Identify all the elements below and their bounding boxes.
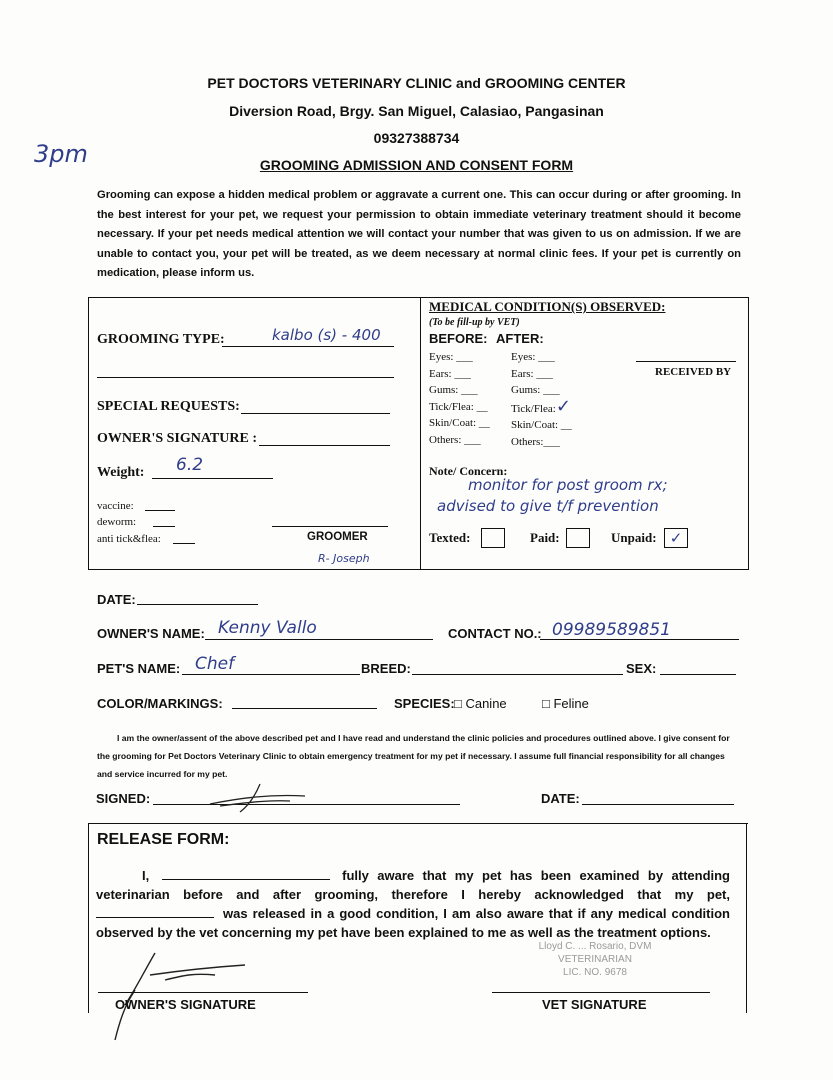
owner-name-label: OWNER'S NAME: bbox=[97, 626, 205, 641]
tick-flea-check-mark: ✓ bbox=[555, 395, 571, 417]
unpaid-label: Unpaid: bbox=[611, 530, 657, 545]
special-requests-label: SPECIAL REQUESTS: bbox=[97, 399, 240, 414]
grooming-type-label: GROOMING TYPE: bbox=[97, 332, 225, 347]
release-text-2: fully aware that my pet has been examined by attending veterinarian before and after grooming, therefore I hereby acknowledged that my pet, bbox=[96, 868, 730, 902]
medical-subtitle: (To be fill-up by VET) bbox=[429, 317, 520, 328]
form-title: GROOMING ADMISSION AND CONSENT FORM bbox=[259, 157, 574, 173]
sex-field[interactable] bbox=[660, 674, 736, 675]
anti-tick-field[interactable] bbox=[173, 543, 195, 544]
signed-label: SIGNED: bbox=[96, 791, 151, 806]
before-label: BEFORE: bbox=[429, 331, 488, 346]
texted-label: Texted: bbox=[429, 530, 471, 545]
after-item: Skin/Coat: __ bbox=[511, 419, 572, 431]
release-pet-field[interactable] bbox=[96, 904, 214, 918]
stamp-line: LIC. NO. 9678 bbox=[563, 967, 627, 978]
release-owner-signature-line[interactable] bbox=[98, 992, 308, 993]
handwritten-time: 3pm bbox=[34, 140, 88, 168]
breed-label: BREED: bbox=[361, 661, 411, 676]
after-item bbox=[511, 395, 572, 418]
color-field[interactable] bbox=[232, 708, 377, 709]
intro-text: Grooming can expose a hidden medical problem or aggravate a current one. This can occur during or after grooming. In the best interest for your pet, we request your permission to obtain immediate veterinary treatment should it become necessary. If your pet needs medical attention we will contact your number that was given to us on admission. If we are unable to contact you, your pet will be treated, as we deem necessary at normal clinic fees. If your pet is currently on medication, please inform us. bbox=[97, 189, 741, 279]
note-label: Note/ Concern: bbox=[429, 464, 508, 478]
release-text bbox=[96, 866, 730, 942]
deworm-field[interactable] bbox=[153, 526, 175, 527]
before-item: Gums: ___ bbox=[429, 384, 478, 396]
release-box-right bbox=[746, 823, 747, 1013]
date-field[interactable] bbox=[137, 604, 258, 605]
note-line-1: monitor for post groom rx; bbox=[468, 476, 668, 494]
weight-field[interactable] bbox=[152, 478, 273, 479]
groomer-label: GROOMER bbox=[307, 531, 368, 543]
after-list bbox=[511, 349, 572, 450]
release-text-3: was released in a good condition, I am also aware that if any medical condition observed by the vet concerning my pet have been explained to me as well as the treatment options. bbox=[96, 906, 730, 940]
unpaid-checkbox[interactable] bbox=[664, 528, 688, 548]
after-item: Gums: ___ bbox=[511, 384, 560, 396]
weight-value: 6.2 bbox=[176, 455, 204, 475]
vaccine-label: vaccine: bbox=[97, 500, 134, 512]
weight-label: Weight: bbox=[97, 465, 145, 480]
vaccine-field[interactable] bbox=[145, 510, 175, 511]
owner-name-value: Kenny Vallo bbox=[218, 618, 317, 638]
deworm-label: deworm: bbox=[97, 516, 137, 528]
clinic-address: Diversion Road, Brgy. San Miguel, Calasiao, Pangasinan bbox=[229, 103, 604, 119]
grooming-box-divider bbox=[420, 297, 421, 570]
species-label: SPECIES: bbox=[394, 696, 455, 711]
release-box-top bbox=[88, 823, 748, 824]
received-by-line[interactable] bbox=[636, 361, 736, 362]
after-label: AFTER: bbox=[496, 331, 544, 346]
contact-value: 09989589851 bbox=[552, 620, 671, 640]
after-item: Ears: ___ bbox=[511, 367, 553, 380]
unpaid-check-mark: ✓ bbox=[669, 529, 683, 547]
medical-title: MEDICAL CONDITION(S) OBSERVED: bbox=[429, 299, 666, 314]
pet-name-label: PET'S NAME: bbox=[97, 661, 181, 676]
release-text-1: I, bbox=[142, 868, 150, 883]
breed-field[interactable] bbox=[412, 674, 623, 675]
after-item: Others:___ bbox=[511, 435, 560, 448]
pet-name-field[interactable] bbox=[182, 674, 360, 675]
grooming-type-field[interactable] bbox=[222, 346, 394, 347]
species-canine-option[interactable]: □ Canine bbox=[454, 696, 507, 711]
before-item: Tick/Flea: __ bbox=[429, 400, 488, 413]
grooming-extra-field[interactable] bbox=[97, 377, 394, 378]
stamp-line: Lloyd C. ... Rosario, DVM bbox=[538, 941, 652, 952]
owner-signature-field[interactable] bbox=[259, 445, 390, 446]
consent-text: I am the owner/assent of the above described pet and I have read and understand the clinic policies and procedures outlined above. I give consent for the grooming for Pet Doctors Veterinary Clinic to obtain emergency treatment for my pet if necessary. I assume full financial responsibility for all changes and service incurred for my pet. bbox=[97, 733, 730, 779]
date-label: DATE: bbox=[97, 592, 136, 607]
species-feline-option[interactable]: □ Feline bbox=[542, 696, 589, 711]
after-item: Eyes: ___ bbox=[511, 351, 555, 363]
color-label: COLOR/MARKINGS: bbox=[97, 696, 223, 711]
clinic-name: PET DOCTORS VETERINARY CLINIC and GROOMING CENTER bbox=[207, 75, 626, 91]
stamp-line: VETERINARIAN bbox=[558, 954, 632, 965]
special-requests-field[interactable] bbox=[241, 413, 390, 414]
release-box-left bbox=[88, 823, 89, 1013]
owner-name-field[interactable] bbox=[205, 639, 433, 640]
release-vet-signature-line[interactable] bbox=[492, 992, 710, 993]
anti-tick-label: anti tick&flea: bbox=[97, 533, 161, 545]
before-item: Skin/Coat: __ bbox=[429, 417, 490, 429]
groomer-signature-line[interactable] bbox=[272, 526, 388, 527]
texted-checkbox[interactable] bbox=[481, 528, 505, 548]
sex-label: SEX: bbox=[626, 661, 657, 676]
grooming-type-value: kalbo (s) - 400 bbox=[272, 326, 381, 344]
clinic-phone: 09327388734 bbox=[373, 130, 460, 146]
release-vet-signature-label: VET SIGNATURE bbox=[542, 997, 647, 1012]
signed-date-field[interactable] bbox=[582, 804, 734, 805]
contact-label: CONTACT NO.: bbox=[448, 626, 542, 641]
received-by-label: RECEIVED BY bbox=[655, 366, 732, 378]
paid-checkbox[interactable] bbox=[566, 528, 590, 548]
release-name-field[interactable] bbox=[162, 866, 330, 880]
owner-signature-scribble bbox=[200, 776, 320, 816]
pet-name-value: Chef bbox=[195, 654, 235, 674]
release-owner-signature-label: OWNER'S SIGNATURE bbox=[115, 997, 256, 1012]
before-item: Eyes: ___ bbox=[429, 351, 473, 363]
release-signature-scribble bbox=[95, 945, 295, 1045]
before-item: Others: ___ bbox=[429, 433, 481, 446]
groomer-value: R- Joseph bbox=[318, 552, 370, 565]
paid-label: Paid: bbox=[530, 530, 560, 545]
signed-date-label: DATE: bbox=[541, 791, 580, 806]
note-line-2: advised to give t/f prevention bbox=[437, 497, 659, 515]
before-item: Ears: ___ bbox=[429, 367, 471, 380]
owner-signature-label: OWNER'S SIGNATURE : bbox=[97, 431, 257, 446]
after-item-label: Tick/Flea: bbox=[511, 402, 556, 415]
release-title: RELEASE FORM: bbox=[97, 831, 230, 848]
before-list bbox=[429, 349, 490, 448]
vet-stamp bbox=[520, 940, 670, 979]
